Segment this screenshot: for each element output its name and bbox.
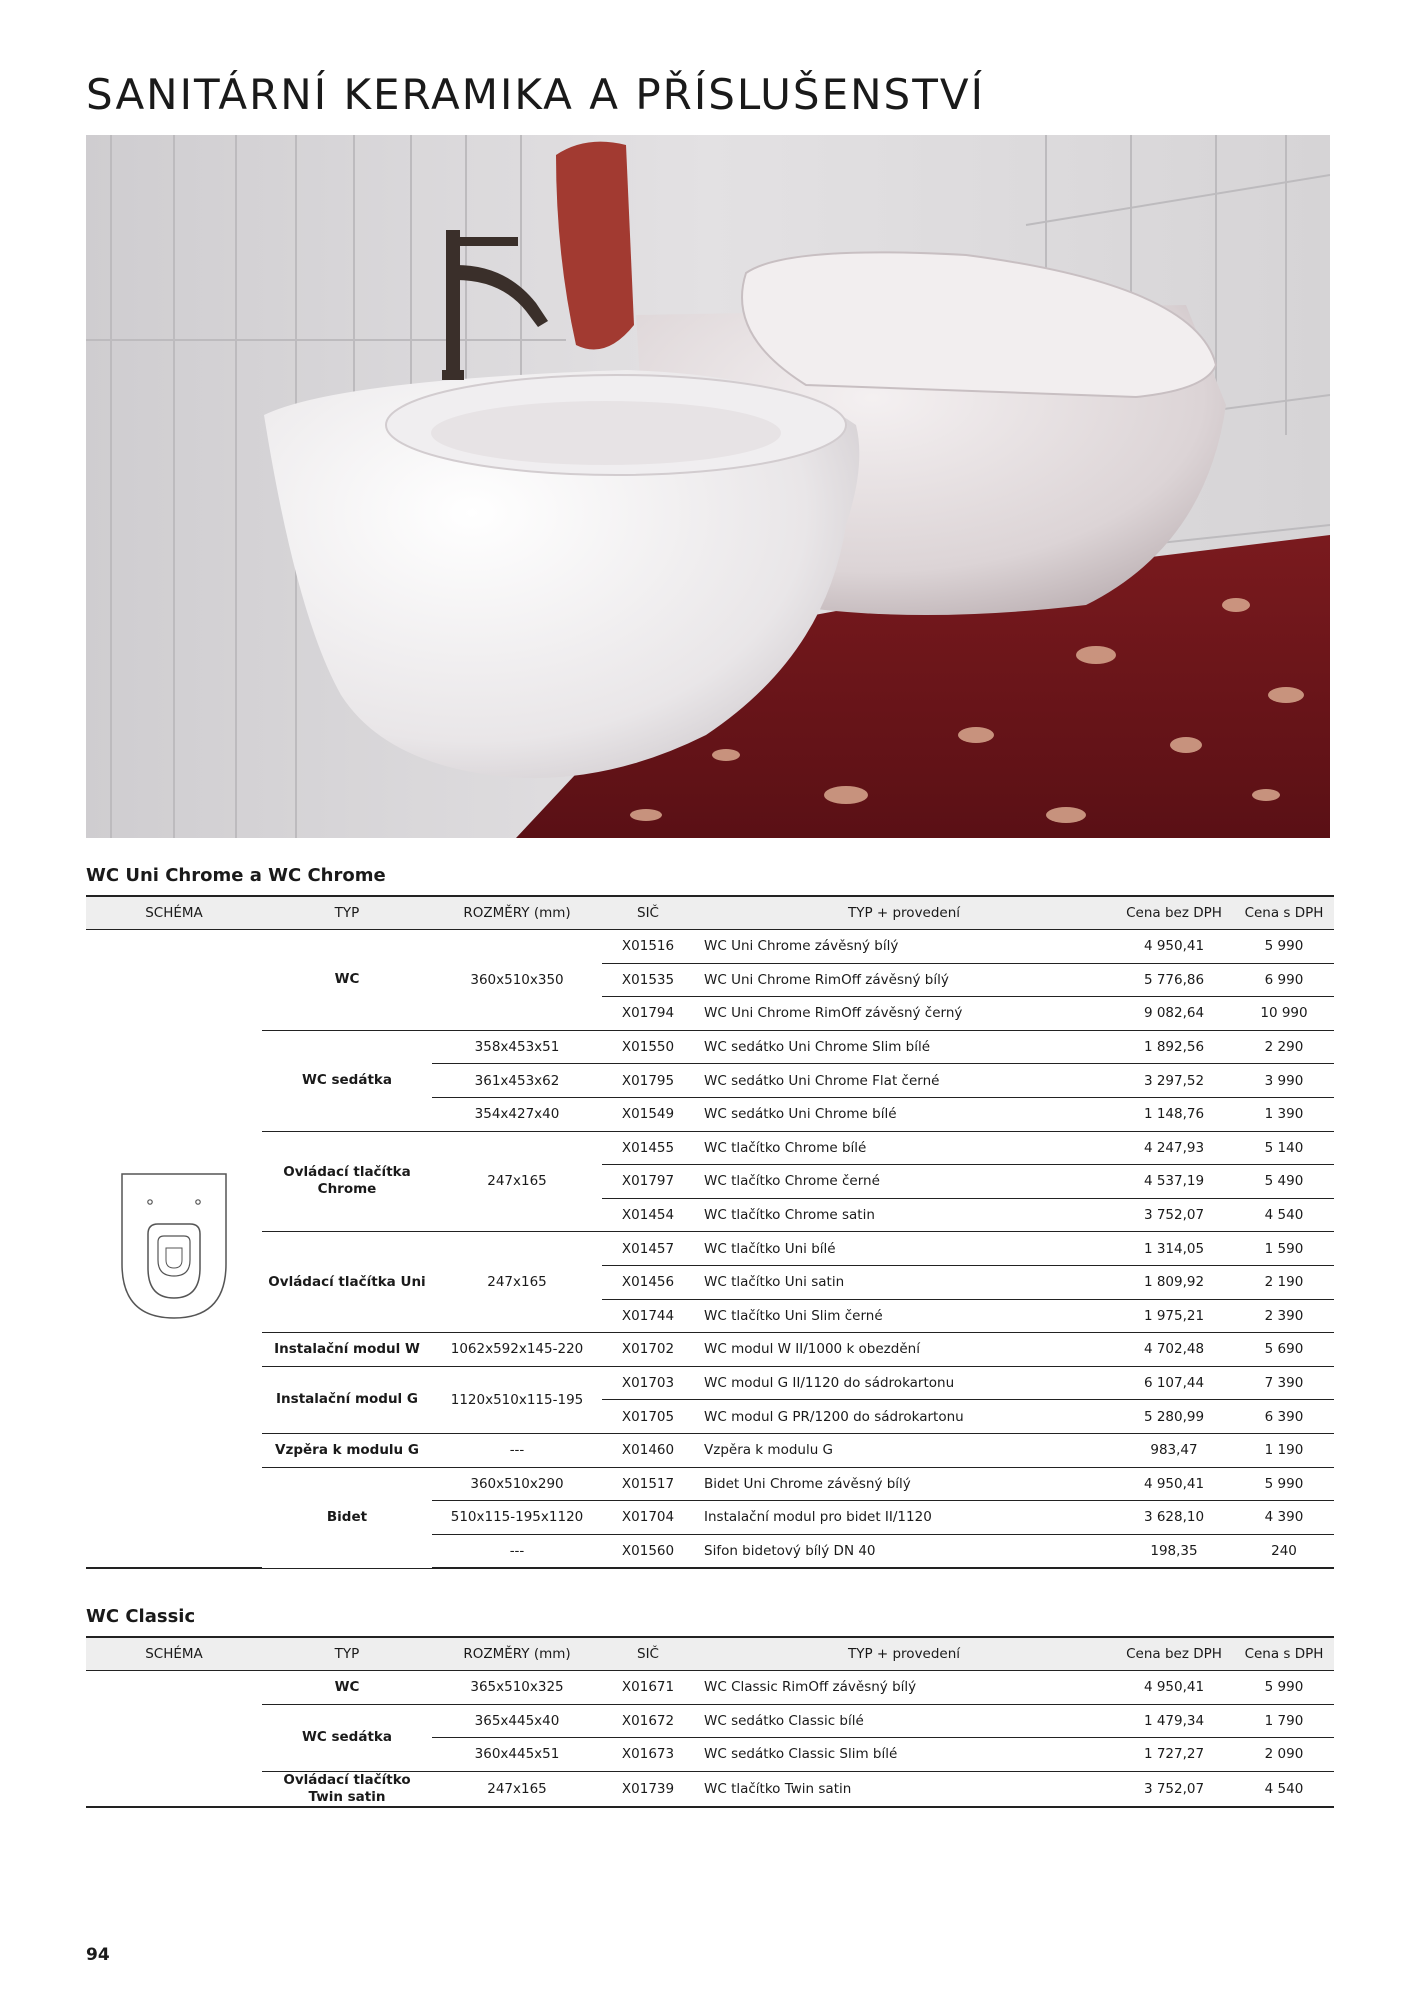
dimensions-cell: 361x453x62 — [432, 1064, 602, 1098]
product-description-cell: WC sedátko Classic Slim bílé — [694, 1738, 1114, 1772]
page-number: 94 — [86, 1945, 110, 1965]
dimensions-cell: 360x510x350 — [432, 930, 602, 1031]
sic-code-cell: X01516 — [602, 930, 694, 964]
sic-code-cell: X01671 — [602, 1671, 694, 1705]
price-without-vat-cell: 3 297,52 — [1114, 1064, 1234, 1098]
price-without-vat-cell: 3 628,10 — [1114, 1501, 1234, 1535]
price-without-vat-cell: 4 537,19 — [1114, 1165, 1234, 1199]
dimensions-cell: 360x445x51 — [432, 1738, 602, 1772]
price-without-vat-cell: 5 280,99 — [1114, 1400, 1234, 1434]
product-type-cell: Ovládací tlačítka Chrome — [262, 1131, 432, 1232]
bathroom-photo — [86, 135, 1330, 838]
sic-code-cell: X01550 — [602, 1030, 694, 1064]
product-description-cell: Bidet Uni Chrome závěsný bílý — [694, 1467, 1114, 1501]
price-with-vat-cell: 5 140 — [1234, 1131, 1334, 1165]
dimensions-cell: --- — [432, 1433, 602, 1467]
header-sic: SIČ — [602, 1637, 694, 1671]
header-typ: TYP — [262, 1637, 432, 1671]
price-with-vat-cell: 1 390 — [1234, 1097, 1334, 1131]
sic-code-cell: X01549 — [602, 1097, 694, 1131]
sic-code-cell: X01560 — [602, 1534, 694, 1568]
product-description-cell: Vzpěra k modulu G — [694, 1433, 1114, 1467]
header-sic: SIČ — [602, 896, 694, 930]
product-description-cell: WC Uni Chrome RimOff závěsný bílý — [694, 963, 1114, 997]
price-without-vat-cell: 4 950,41 — [1114, 930, 1234, 964]
sic-code-cell: X01673 — [602, 1738, 694, 1772]
product-type-cell: Bidet — [262, 1467, 432, 1568]
dimensions-cell: 1062x592x145-220 — [432, 1333, 602, 1367]
sic-code-cell: X01455 — [602, 1131, 694, 1165]
dimensions-cell: 365x510x325 — [432, 1671, 602, 1705]
sic-code-cell: X01535 — [602, 963, 694, 997]
price-with-vat-cell: 5 690 — [1234, 1333, 1334, 1367]
price-without-vat-cell: 4 950,41 — [1114, 1467, 1234, 1501]
product-description-cell: Instalační modul pro bidet II/1120 — [694, 1501, 1114, 1535]
price-with-vat-cell: 2 390 — [1234, 1299, 1334, 1333]
product-type-cell: Ovládací tlačítka Uni — [262, 1232, 432, 1333]
sic-code-cell: X01703 — [602, 1366, 694, 1400]
table-header-row — [86, 896, 1334, 930]
product-description-cell: WC tlačítko Chrome černé — [694, 1165, 1114, 1199]
product-description-cell: WC sedátko Uni Chrome bílé — [694, 1097, 1114, 1131]
product-type-cell: Instalační modul G — [262, 1366, 432, 1433]
price-with-vat-cell: 5 990 — [1234, 1467, 1334, 1501]
product-description-cell: WC tlačítko Uni Slim černé — [694, 1299, 1114, 1333]
price-without-vat-cell: 1 479,34 — [1114, 1704, 1234, 1738]
header-schema: SCHÉMA — [86, 1637, 262, 1671]
price-with-vat-cell: 3 990 — [1234, 1064, 1334, 1098]
dimensions-cell: 1120x510x115-195 — [432, 1366, 602, 1433]
price-without-vat-cell: 9 082,64 — [1114, 997, 1234, 1031]
price-without-vat-cell: 1 975,21 — [1114, 1299, 1234, 1333]
sic-code-cell: X01704 — [602, 1501, 694, 1535]
product-description-cell: WC Uni Chrome závěsný bílý — [694, 930, 1114, 964]
price-without-vat-cell: 6 107,44 — [1114, 1366, 1234, 1400]
product-description-cell: WC sedátko Uni Chrome Slim bílé — [694, 1030, 1114, 1064]
sic-code-cell: X01456 — [602, 1265, 694, 1299]
table-row — [86, 1232, 1334, 1266]
product-type-cell: WC sedátka — [262, 1704, 432, 1771]
schema-cell — [86, 930, 262, 1569]
table-row — [86, 1771, 1334, 1807]
header-schema: SCHÉMA — [86, 896, 262, 930]
price-with-vat-cell: 7 390 — [1234, 1366, 1334, 1400]
page-title: SANITÁRNÍ KERAMIKA A PŘÍSLUŠENSTVÍ — [86, 70, 985, 119]
table-row — [86, 1366, 1334, 1400]
table-row — [86, 1671, 1334, 1705]
header-price-without-vat: Cena bez DPH — [1114, 896, 1234, 930]
price-with-vat-cell: 5 990 — [1234, 1671, 1334, 1705]
price-with-vat-cell: 2 290 — [1234, 1030, 1334, 1064]
sic-code-cell: X01797 — [602, 1165, 694, 1199]
table-row — [86, 1333, 1334, 1367]
product-type-cell: WC — [262, 930, 432, 1031]
sic-code-cell: X01454 — [602, 1198, 694, 1232]
dimensions-cell: --- — [432, 1534, 602, 1568]
price-without-vat-cell: 1 148,76 — [1114, 1097, 1234, 1131]
table-row — [86, 1030, 1334, 1064]
product-type-cell: WC — [262, 1671, 432, 1705]
product-type-cell: WC sedátka — [262, 1030, 432, 1131]
dimensions-cell: 247x165 — [432, 1771, 602, 1807]
price-without-vat-cell: 1 809,92 — [1114, 1265, 1234, 1299]
dimensions-cell: 354x427x40 — [432, 1097, 602, 1131]
product-description-cell: WC tlačítko Chrome satin — [694, 1198, 1114, 1232]
price-without-vat-cell: 3 752,07 — [1114, 1198, 1234, 1232]
sic-code-cell: X01795 — [602, 1064, 694, 1098]
product-type-cell: Ovládací tlačítko Twin satin — [262, 1771, 432, 1807]
price-with-vat-cell: 5 990 — [1234, 930, 1334, 964]
product-description-cell: Sifon bidetový bílý DN 40 — [694, 1534, 1114, 1568]
table-row — [86, 1131, 1334, 1165]
price-with-vat-cell: 5 490 — [1234, 1165, 1334, 1199]
price-with-vat-cell: 1 590 — [1234, 1232, 1334, 1266]
price-without-vat-cell: 4 702,48 — [1114, 1333, 1234, 1367]
section-title-classic: WC Classic — [86, 1606, 196, 1627]
sic-code-cell: X01672 — [602, 1704, 694, 1738]
header-price-with-vat: Cena s DPH — [1234, 1637, 1334, 1671]
price-table-classic — [86, 1636, 1334, 1808]
price-with-vat-cell: 10 990 — [1234, 997, 1334, 1031]
product-description-cell: WC sedátko Classic bílé — [694, 1704, 1114, 1738]
price-with-vat-cell: 4 540 — [1234, 1771, 1334, 1807]
price-with-vat-cell: 1 790 — [1234, 1704, 1334, 1738]
product-description-cell: WC sedátko Uni Chrome Flat černé — [694, 1064, 1114, 1098]
dimensions-cell: 360x510x290 — [432, 1467, 602, 1501]
price-without-vat-cell: 5 776,86 — [1114, 963, 1234, 997]
header-price-without-vat: Cena bez DPH — [1114, 1637, 1234, 1671]
table-row — [86, 930, 1334, 964]
product-description-cell: WC tlačítko Uni satin — [694, 1265, 1114, 1299]
product-description-cell: WC Uni Chrome RimOff závěsný černý — [694, 997, 1114, 1031]
price-without-vat-cell: 1 892,56 — [1114, 1030, 1234, 1064]
dimensions-cell: 247x165 — [432, 1232, 602, 1333]
price-with-vat-cell: 1 190 — [1234, 1433, 1334, 1467]
sic-code-cell: X01460 — [602, 1433, 694, 1467]
price-table-uni-chrome — [86, 895, 1334, 1569]
price-with-vat-cell: 2 190 — [1234, 1265, 1334, 1299]
product-description-cell: WC tlačítko Twin satin — [694, 1771, 1114, 1807]
header-type-finish: TYP + provedení — [694, 896, 1114, 930]
header-type-finish: TYP + provedení — [694, 1637, 1114, 1671]
table-row — [86, 1433, 1334, 1467]
price-without-vat-cell: 198,35 — [1114, 1534, 1234, 1568]
product-type-cell: Vzpěra k modulu G — [262, 1433, 432, 1467]
header-dimensions: ROZMĚRY (mm) — [432, 1637, 602, 1671]
price-without-vat-cell: 3 752,07 — [1114, 1771, 1234, 1807]
price-with-vat-cell: 4 540 — [1234, 1198, 1334, 1232]
wc-outline-drawing-icon — [118, 1172, 230, 1322]
sic-code-cell: X01702 — [602, 1333, 694, 1367]
price-with-vat-cell: 6 990 — [1234, 963, 1334, 997]
table-row — [86, 1704, 1334, 1738]
price-without-vat-cell: 1 727,27 — [1114, 1738, 1234, 1772]
price-without-vat-cell: 983,47 — [1114, 1433, 1234, 1467]
dimensions-cell: 247x165 — [432, 1131, 602, 1232]
sic-code-cell: X01705 — [602, 1400, 694, 1434]
product-description-cell: WC modul G II/1120 do sádrokartonu — [694, 1366, 1114, 1400]
price-without-vat-cell: 1 314,05 — [1114, 1232, 1234, 1266]
header-dimensions: ROZMĚRY (mm) — [432, 896, 602, 930]
price-with-vat-cell: 4 390 — [1234, 1501, 1334, 1535]
dimensions-cell: 510x115-195x1120 — [432, 1501, 602, 1535]
bathroom-photo-illustration — [86, 135, 1330, 838]
product-description-cell: WC modul W II/1000 k obezdění — [694, 1333, 1114, 1367]
price-with-vat-cell: 6 390 — [1234, 1400, 1334, 1434]
product-description-cell: WC modul G PR/1200 do sádrokartonu — [694, 1400, 1114, 1434]
header-typ: TYP — [262, 896, 432, 930]
sic-code-cell: X01739 — [602, 1771, 694, 1807]
sic-code-cell: X01744 — [602, 1299, 694, 1333]
sic-code-cell: X01794 — [602, 997, 694, 1031]
table-header-row — [86, 1637, 1334, 1671]
price-with-vat-cell: 240 — [1234, 1534, 1334, 1568]
product-description-cell: WC tlačítko Uni bílé — [694, 1232, 1114, 1266]
product-description-cell: WC tlačítko Chrome bílé — [694, 1131, 1114, 1165]
dimensions-cell: 358x453x51 — [432, 1030, 602, 1064]
section-title-uni-chrome: WC Uni Chrome a WC Chrome — [86, 865, 386, 886]
schema-cell — [86, 1671, 262, 1807]
dimensions-cell: 365x445x40 — [432, 1704, 602, 1738]
sic-code-cell: X01517 — [602, 1467, 694, 1501]
price-without-vat-cell: 4 950,41 — [1114, 1671, 1234, 1705]
table-row — [86, 1467, 1334, 1501]
price-without-vat-cell: 4 247,93 — [1114, 1131, 1234, 1165]
sic-code-cell: X01457 — [602, 1232, 694, 1266]
product-description-cell: WC Classic RimOff závěsný bílý — [694, 1671, 1114, 1705]
header-price-with-vat: Cena s DPH — [1234, 896, 1334, 930]
price-with-vat-cell: 2 090 — [1234, 1738, 1334, 1772]
product-type-cell: Instalační modul W — [262, 1333, 432, 1367]
